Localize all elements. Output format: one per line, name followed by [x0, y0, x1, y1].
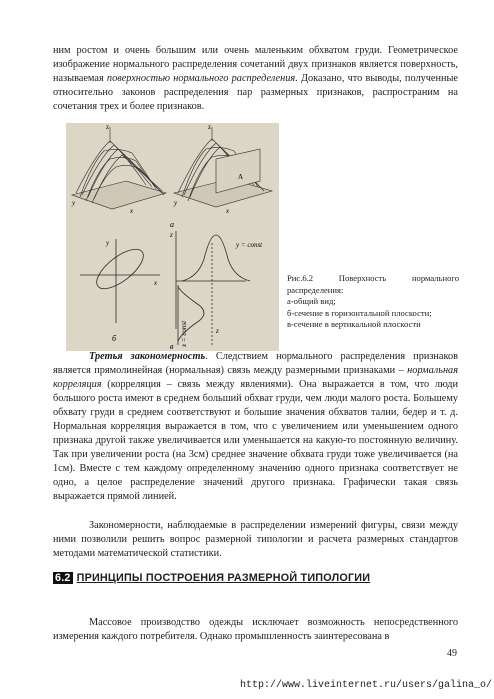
paragraph-intro — [53, 44, 458, 114]
label-x-left: x — [130, 207, 134, 215]
section-number: 6.2 — [55, 572, 71, 584]
paragraph-typology — [53, 519, 458, 561]
caption-line-4: б-сечение в горизонтальной плоскости; — [287, 307, 432, 318]
label-y-left: y — [72, 199, 76, 207]
label-z-right: z — [208, 123, 212, 131]
paragraph-third-law — [53, 350, 458, 504]
third-law-text-b: (корреляция – связь между явлениями). Она выражается в том, что люди большого роста имеют в среднем больший обхват груди, чем люди малого роста. Большему обхвату груди в среднем соответствуют и большие значения обхватов талии, бедер и т. д. Нормальная корреляция выражается в том, что с увеличением или уменьшением одного признака другой также увеличивается или уменьшается на какую-то постоянную величину. Так при увеличении роста (на 3см) среднее значение обхвата груди тоже увеличивается (на 1см). Вместе с тем каждому определенному значению одного признака соответствует не одно, а целое распределение значений другого признака. Графически такая связь выражается прямой линией. — [53, 379, 458, 502]
label-y-ellipse: y — [106, 239, 110, 247]
paragraph-intro-term: поверхностью нормального распределения — [106, 73, 296, 84]
paragraph-intro-text: ним ростом и очень большим или очень маленьким обхватом груди. Геометрическое изображение нормального распределения сочетаний двух признаков является поверхность, называемая — [53, 45, 458, 84]
label-x-right: x — [226, 207, 230, 215]
label-b: б — [112, 334, 117, 343]
footer-url[interactable]: http://www.liveinternet.ru/users/galina_o/ — [240, 680, 493, 691]
surface-plot-left — [72, 127, 166, 209]
paragraph-typology-text: Закономерности, наблюдаемые в распределении измерений фигуры, связи между ними позволили решить вопрос размерной типологии и расчета размерных стандартов методами математической статистики. — [53, 520, 458, 559]
paragraph-mass-production — [53, 616, 458, 644]
label-v: в — [170, 342, 174, 351]
caption-line-5: в-сечение в вертикальной плоскости — [287, 319, 421, 330]
label-y-right: y — [174, 199, 178, 207]
label-z-lower: z — [216, 327, 219, 335]
label-z-vertical: z — [170, 231, 173, 239]
ellipse-section — [80, 239, 160, 323]
label-z-left: z — [106, 123, 110, 131]
label-a: а — [170, 220, 174, 229]
figure-caption — [287, 273, 459, 331]
label-x-const: x = const — [180, 320, 188, 347]
section-title-text: ПРИНЦИПЫ ПОСТРОЕНИЯ РАЗМЕРНОЙ ТИПОЛОГИИ — [76, 572, 371, 584]
figure-normal-surface — [66, 123, 279, 351]
label-A: A — [238, 173, 244, 181]
figure-drawing — [66, 123, 279, 351]
label-y-const: y = const — [236, 241, 263, 249]
caption-line-2: распределения: — [287, 284, 344, 295]
section-heading — [53, 572, 458, 584]
caption-line-3: а-общий вид; — [287, 296, 336, 307]
paragraph-mass-production-text: Массовое производство одежды исключает возможность непосредственного измерения каждого потребителя. Однако промышленность заинтересована в — [53, 617, 458, 642]
third-law-text-a: . Следствием нормального распределения признаков является прямолинейная (нормальная) связь между размерными признаками – — [53, 351, 458, 376]
third-law-term: нормальная корреляция — [53, 365, 458, 390]
caption-title: Рис.6.2 Поверхность нормального — [287, 273, 459, 283]
label-x-ellipse: x — [154, 279, 158, 287]
paragraph-intro-end: . Доказано, что выводы, полученные относительно законов распределения пар размерных признаков, распространим на сочетания трех и более признаков. — [53, 73, 459, 112]
third-law-heading: Третья закономерность — [89, 351, 206, 362]
surface-plot-right — [174, 127, 272, 207]
page-number: 49 — [447, 648, 457, 659]
